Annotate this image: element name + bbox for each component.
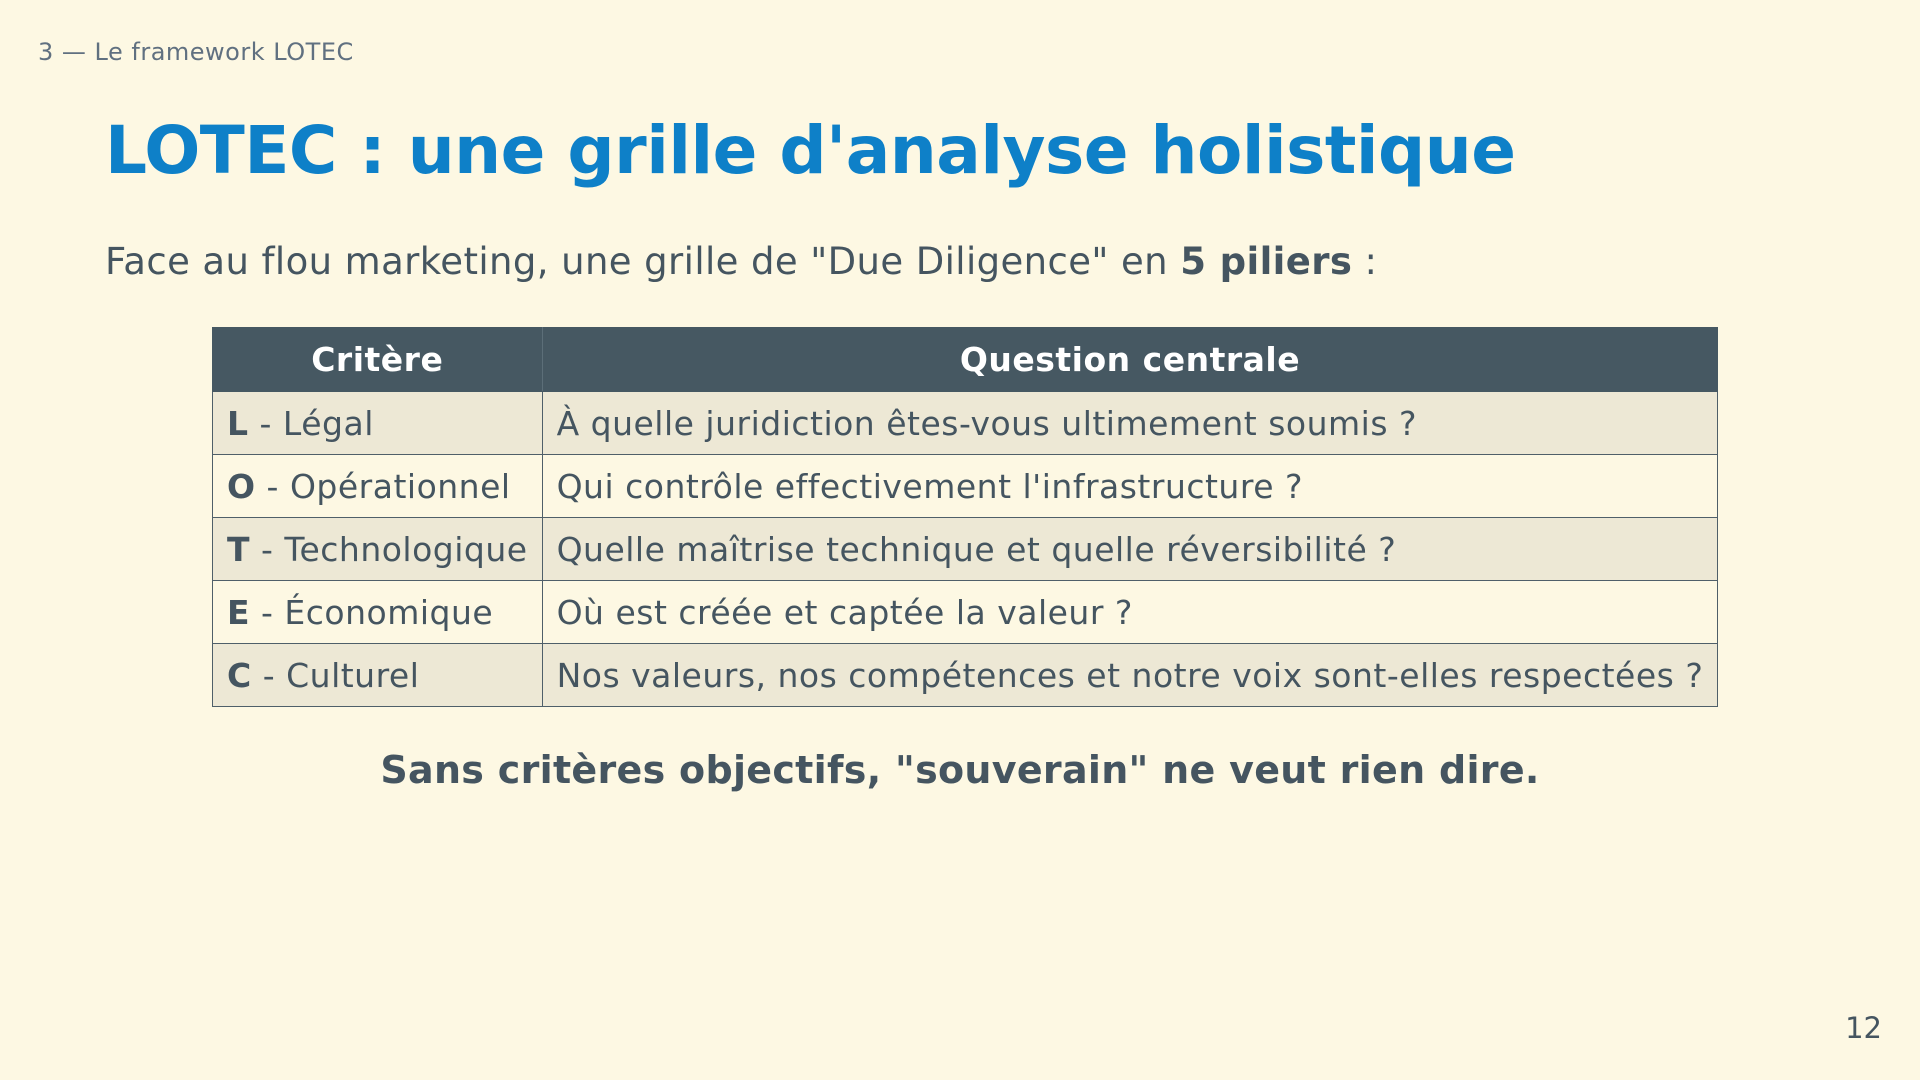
question-cell: Quelle maîtrise technique et quelle réversibilité ?: [542, 518, 1718, 581]
breadcrumb: 3 — Le framework LOTEC: [38, 38, 354, 66]
criterion-letter: C: [227, 655, 252, 695]
criterion-name: - Opérationnel: [255, 466, 511, 506]
criterion-name: - Culturel: [251, 655, 420, 695]
criterion-letter: L: [227, 403, 249, 443]
header-criterion: Critère: [213, 328, 543, 392]
criterion-name: - Économique: [250, 592, 494, 632]
question-cell: Où est créée et captée la valeur ?: [542, 581, 1718, 644]
page-title: LOTEC : une grille d'analyse holistique: [105, 112, 1516, 189]
table-row: [213, 581, 1718, 644]
criterion-name: - Technologique: [250, 529, 528, 569]
table-row: [213, 644, 1718, 707]
table-row: [213, 518, 1718, 581]
conclusion-text: Sans critères objectifs, "souverain" ne veut rien dire.: [380, 748, 1540, 792]
criterion-name: - Légal: [248, 403, 374, 443]
criterion-letter: E: [227, 592, 251, 632]
table-header-row: [213, 328, 1718, 392]
criterion-cell: [213, 455, 543, 518]
question-cell: À quelle juridiction êtes-vous ultimement soumis ?: [542, 392, 1718, 455]
criterion-cell: [213, 581, 543, 644]
intro-text-emphasis: 5 piliers: [1180, 240, 1353, 283]
question-cell: Nos valeurs, nos compétences et notre voix sont-elles respectées ?: [542, 644, 1718, 707]
criterion-letter: T: [227, 529, 251, 569]
header-question: Question centrale: [542, 328, 1718, 392]
lotec-table: [212, 327, 1718, 707]
page-number: 12: [1845, 1011, 1882, 1045]
criterion-letter: O: [227, 466, 256, 506]
intro-text-end: :: [1352, 240, 1378, 283]
table-row: [213, 392, 1718, 455]
intro-text: [105, 240, 1377, 283]
criterion-cell: [213, 644, 543, 707]
intro-text-start: Face au flou marketing, une grille de "Due Diligence" en: [105, 240, 1181, 283]
criterion-cell: [213, 392, 543, 455]
table-row: [213, 455, 1718, 518]
question-cell: Qui contrôle effectivement l'infrastructure ?: [542, 455, 1718, 518]
criterion-cell: [213, 518, 543, 581]
